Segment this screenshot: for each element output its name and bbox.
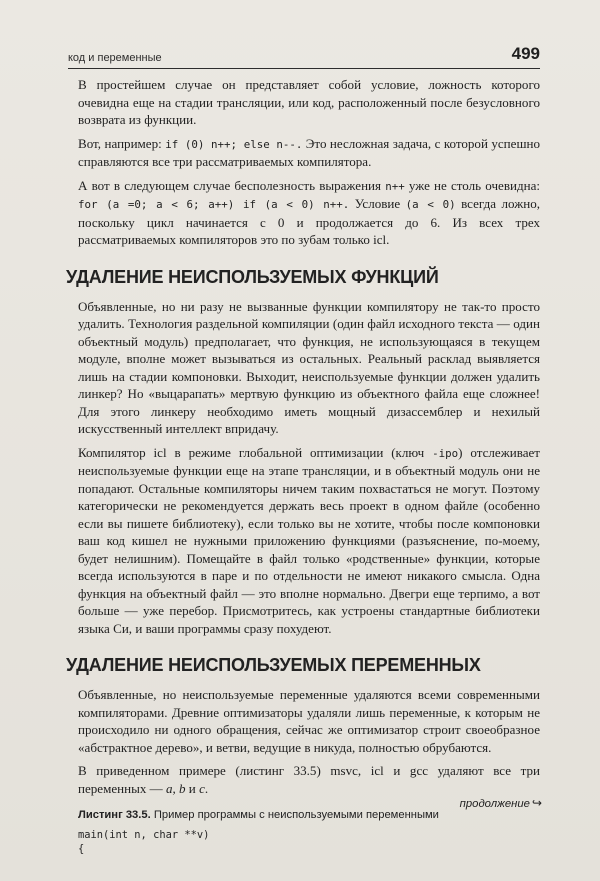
- continued-label: продолжение: [459, 798, 530, 810]
- code-line-brace: {: [78, 843, 85, 855]
- functions-text-a: Компилятор icl в режиме глобальной оптимизации (ключ: [78, 444, 433, 460]
- inline-code: if (0) n++; else n--.: [165, 137, 303, 151]
- paragraph-unused-variables-2: [78, 762, 540, 797]
- arrow-icon: ↪: [531, 796, 542, 810]
- paragraph-example: [78, 135, 540, 171]
- chapter-title: код и переменные: [68, 52, 162, 64]
- paragraph-unused-functions-2: [78, 444, 540, 638]
- continued-note: [460, 796, 542, 810]
- inline-code-increment: n++: [385, 179, 405, 193]
- code-line-main: main(int n, char **v): [78, 829, 210, 841]
- section-heading-unused-variables: УДАЛЕНИЕ НЕИСПОЛЬЗУЕМЫХ ПЕРЕМЕННЫХ: [66, 655, 481, 675]
- running-header: [68, 44, 540, 69]
- variables-italic-ab: a, b: [165, 780, 186, 796]
- paragraph-unused-variables-1: Объявленные, но неиспользуемые переменные удаляются всеми современными компиляторами. Древние оптимизаторы удаляли лишь переменные, к которым не происходило ни одного обращения, сейчас же оптимизатор строит своеобразное «абстрактное дерево», и ветви, ведущие в никуда, полностью обрубаются.: [78, 687, 540, 755]
- variables-italic-c: c: [199, 780, 205, 796]
- variables-period: .: [204, 780, 209, 796]
- example-suffix: Это несложная задача, с которой успешно справляются все три рассматриваемых компилятора.: [78, 135, 541, 169]
- code-listing: [78, 828, 540, 856]
- paragraph-unused-functions-1: Объявленные, но ни разу не вызванные функции компилятору не так-то просто удалить. Технология раздельной компиляции (один файл исходного текста — один объектный модуль) предполагает, что функция, не использующаяся в текущем модуле, вполне может вызываться из остальных. Реальный расклад выявляется лишь на стадии компоновки. Выходит, неиспользуемые функции должен удалить линкер? Но «выцарапать» мертвую функцию из объектного файла еще сложнее! Для этого линкеру необходимо иметь мощный дизассемблер и нехилый искусственный интеллект впридачу.: [78, 298, 540, 436]
- section-heading-unused-functions: УДАЛЕНИЕ НЕИСПОЛЬЗУЕМЫХ ФУНКЦИЙ: [66, 266, 439, 287]
- listing-description: Пример программы с неиспользуемыми переменными: [150, 809, 439, 821]
- paragraph-condition: [78, 177, 540, 249]
- listing-caption: [78, 808, 540, 823]
- inline-code-condition: (a < 0): [405, 198, 456, 211]
- page-content: [66, 76, 541, 856]
- variables-text-a: В приведенном примере (листинг 33.5) msvc, icl и gcc удаляют все три переменных —: [78, 763, 540, 796]
- functions-text-b: ) отслеживает неиспользуемые функции еще на этапе трансляции, и в объектный модуль они не попадают. Остальные компиляторы ничем таким похвастаться не могут. Поэтому категорически не рекомендуется держать весь проект в одном файле (особенно если вы пишете библиотеку), если только вы не хотите, чтобы после компоновки ваш код кишел не нужными приложению функциями (разъяснение, по-моему, будет нелишним). Помещайте в файл только «родственные» функции, которые всегда используются в паре и по отдельности не имеют никакого смысла. Одна функция на объектный файл — это вполне нормально. Двегри еще терпимо, а вот больше — уже перебор. Присмотритесь, как устроены стандартные библиотеки языка Си, и ваши программы сразу похудеют.: [78, 444, 540, 636]
- inline-code-loop: for (a =0; a < 6; a++) if (a < 0) n++.: [78, 198, 350, 211]
- condition-text-c: Условие: [349, 196, 406, 211]
- page-number: 499: [511, 44, 540, 63]
- inline-code-ipo: -ipo: [432, 446, 459, 460]
- variables-and: и: [185, 780, 200, 796]
- listing-label: Листинг 33.5.: [78, 809, 151, 821]
- condition-text-a: А вот в следующем случае бесполезность выражения: [78, 177, 386, 193]
- paragraph-intro: В простейшем случае он представляет собой условие, ложность которого очевидна еще на стадии трансляции, или код, расположенный после безусловного возврата из функции.: [78, 77, 540, 127]
- condition-text-d: всегда ложно, поскольку цикл начинается с 0 и продолжается до 6. Из всех трех рассматриваемых компиляторов это по зубам только icl.: [78, 196, 540, 247]
- condition-text-b: уже не столь очевидна:: [404, 177, 540, 193]
- example-prefix: Вот, например:: [78, 135, 166, 151]
